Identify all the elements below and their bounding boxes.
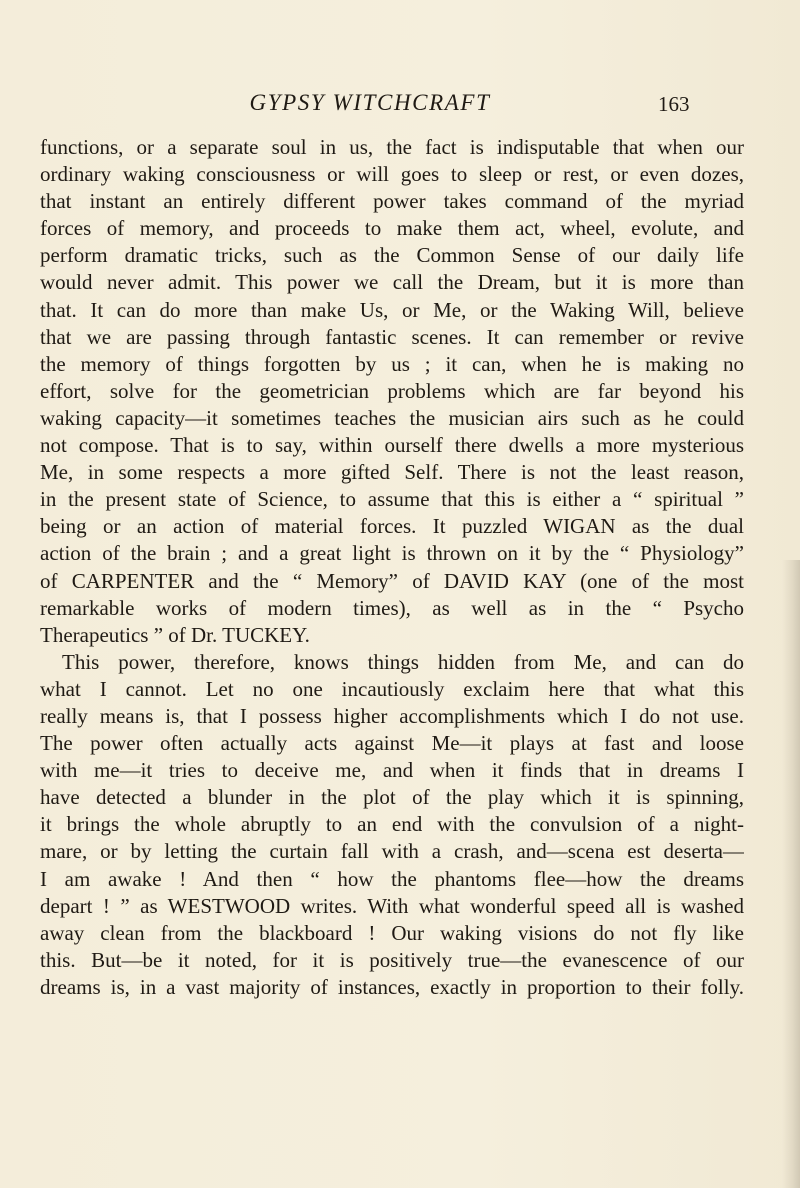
text-line: that. It can do more than make Us, or Me, or the Waking Will, believe <box>40 297 744 322</box>
page-header <box>0 90 800 120</box>
running-title: GYPSY WITCHCRAFT <box>249 90 491 115</box>
text-line: what I cannot. Let no one incautiously exclaim here that what this <box>40 676 744 701</box>
text-line: dreams is, in a vast majority of instances, exactly in proportion to their folly. <box>40 974 744 999</box>
text-line: that we are passing through fantastic scenes. It can remember or revive <box>40 324 744 349</box>
text-line: would never admit. This power we call the Dream, but it is more than <box>40 270 744 295</box>
text-line: this. But—be it noted, for it is positively true—the evanescence of our <box>40 947 744 972</box>
text-line: perform dramatic tricks, such as the Common Sense of our daily life <box>40 243 744 268</box>
text-line: waking capacity—it sometimes teaches the musician airs such as he could <box>40 405 744 430</box>
paragraph-start-line: This power, therefore, knows things hidden from Me, and can do <box>62 649 744 674</box>
text-line: depart ! ” as WESTWOOD writes. With what wonderful speed all is washed <box>40 893 744 918</box>
text-line: not compose. That is to say, within ourself there dwells a more mysterious <box>40 433 744 458</box>
paragraph-end-line: Therapeutics ” of Dr. TUCKEY. <box>40 622 310 647</box>
text-line: being or an action of material forces. It puzzled WIGAN as the dual <box>40 514 744 539</box>
text-line: forces of memory, and proceeds to make them act, wheel, evolute, and <box>40 216 744 241</box>
text-line: The power often actually acts against Me—it plays at fast and loose <box>40 731 744 756</box>
text-line: in the present state of Science, to assume that this is either a “ spiritual ” <box>40 487 744 512</box>
text-line: away clean from the blackboard ! Our waking visions do not fly like <box>40 920 744 945</box>
text-line: really means is, that I possess higher accomplishments which I do not use. <box>40 703 744 728</box>
text-line: the memory of things forgotten by us ; it can, when he is making no <box>40 351 744 376</box>
text-line: that instant an entirely different power takes command of the myriad <box>40 189 744 214</box>
page-number: 163 <box>658 92 690 116</box>
page-edge-shadow <box>782 560 800 1188</box>
text-line: it brings the whole abruptly to an end with the convulsion of a night- <box>40 812 744 837</box>
body-text <box>40 134 744 1001</box>
text-line: ordinary waking consciousness or will goes to sleep or rest, or even dozes, <box>40 162 744 187</box>
text-line: I am awake ! And then “ how the phantoms flee—how the dreams <box>40 866 744 891</box>
text-line: action of the brain ; and a great light is thrown on it by the “ Physiology” <box>40 541 744 566</box>
text-line: functions, or a separate soul in us, the fact is indisputable that when our <box>40 135 744 159</box>
text-line: remarkable works of modern times), as well as in the “ Psycho <box>40 595 744 620</box>
text-line: of CARPENTER and the “ Memory” of DAVID KAY (one of the most <box>40 568 744 593</box>
text-line: with me—it tries to deceive me, and when it finds that in dreams I <box>40 758 744 783</box>
text-line: effort, solve for the geometrician problems which are far beyond his <box>40 378 744 403</box>
text-line: mare, or by letting the curtain fall with a crash, and—scena est deserta— <box>40 839 744 864</box>
text-line: have detected a blunder in the plot of the play which it is spinning, <box>40 785 744 810</box>
text-line: Me, in some respects a more gifted Self. There is not the least reason, <box>40 460 744 485</box>
